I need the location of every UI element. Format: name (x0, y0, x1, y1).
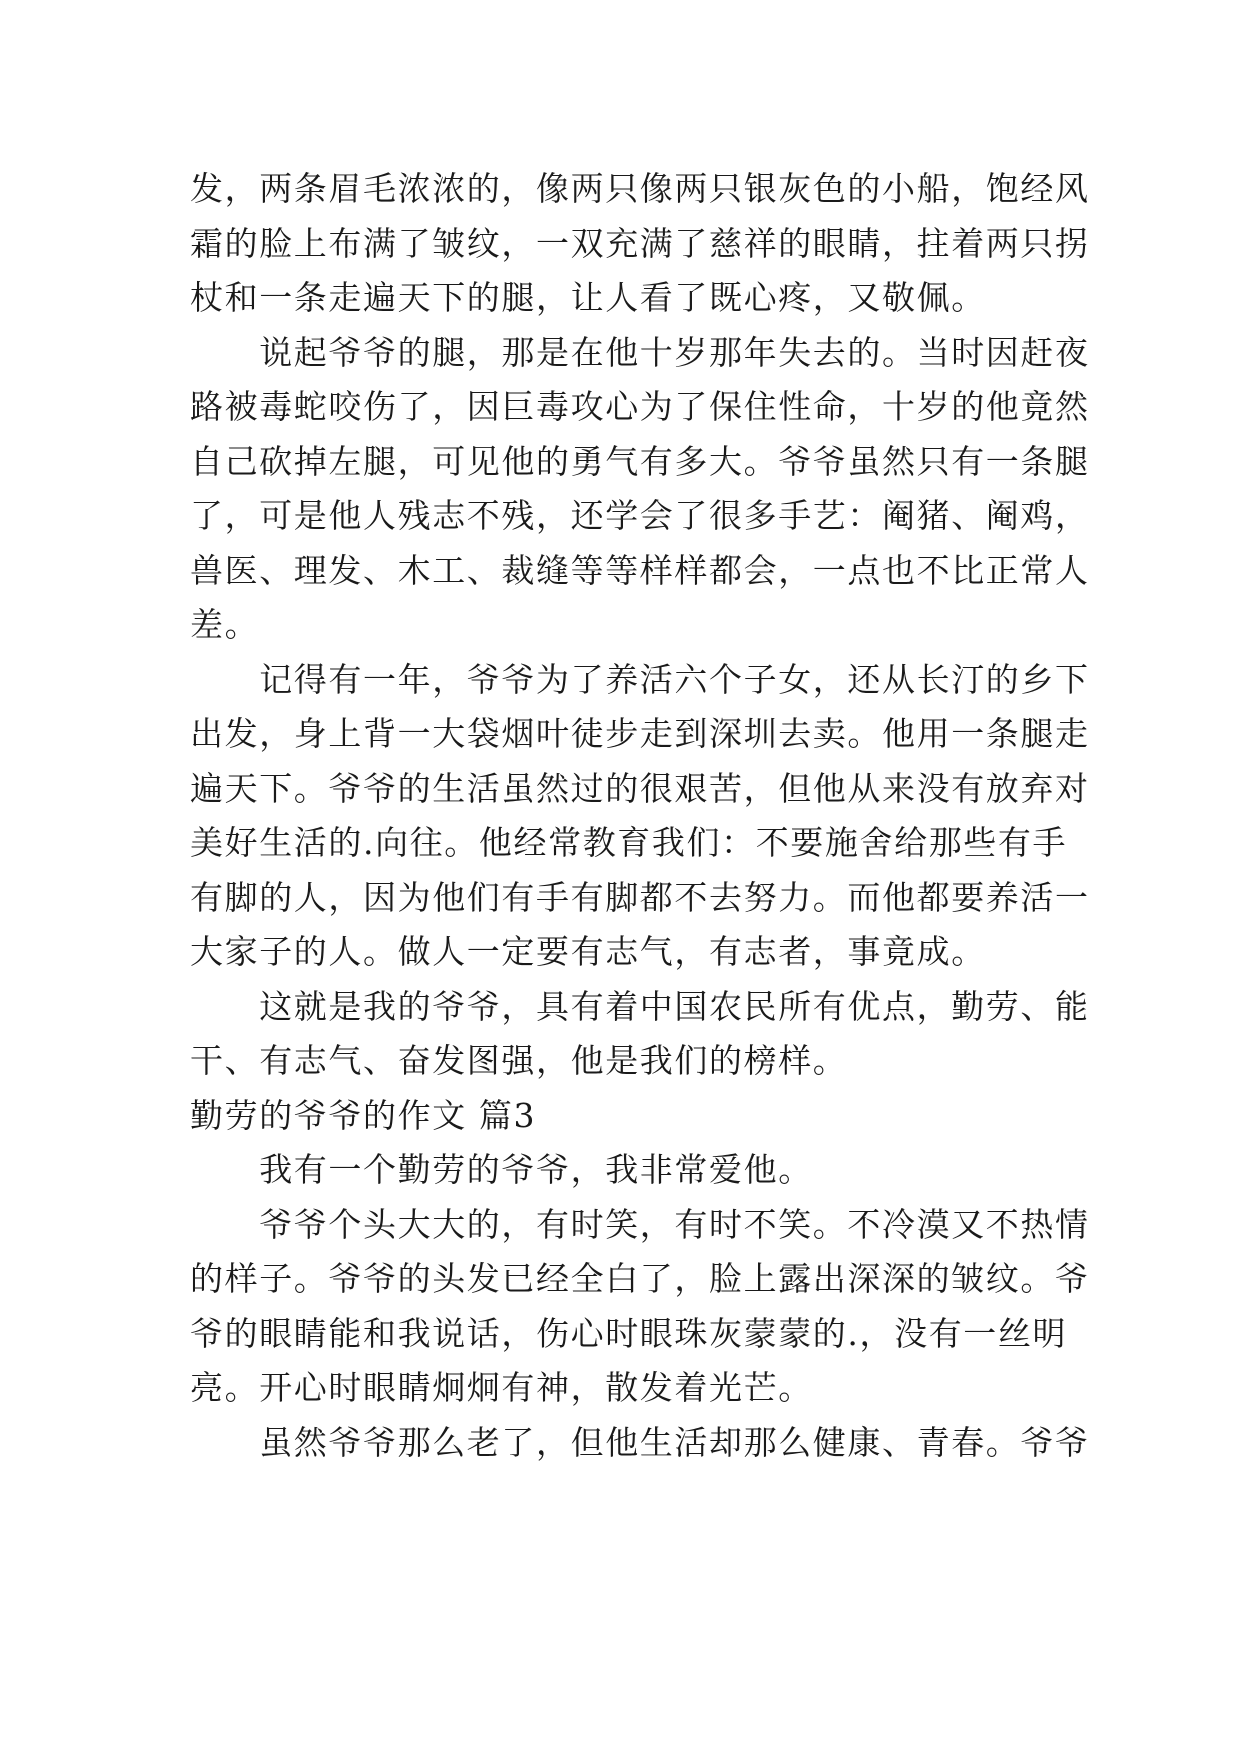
paragraph-line: 了，可是他人残志不残，还学会了很多手艺：阉猪、阉鸡， (190, 496, 1090, 535)
heading-text: 勤劳的爷爷的作文 篇3 (190, 1095, 537, 1135)
document-body (190, 162, 1090, 1470)
paragraph (190, 1143, 1070, 1198)
paragraph-line: 路被毒蛇咬伤了，因巨毒攻心为了保住性命，十岁的他竟然 (190, 387, 1090, 426)
paragraph-line: 爷爷个头大大的，有时笑，有时不笑。不冷漠又不热情 (190, 1204, 1090, 1244)
paragraph-line: 大家子的人。做人一定要有志气，有志者，事竟成。 (190, 932, 986, 971)
paragraph (190, 653, 1090, 980)
paragraph-line: 说起爷爷的腿，那是在他十岁那年失去的。当时因赶夜 (190, 332, 1090, 372)
paragraph-line: 发，两条眉毛浓浓的，像两只像两只银灰色的小船，饱经风 (190, 169, 1090, 208)
paragraph-line: 差。 (190, 605, 260, 644)
paragraph (190, 1198, 1090, 1416)
paragraph (190, 980, 1090, 1089)
paragraph-line: 杖和一条走遍天下的腿，让人看了既心疼，又敬佩。 (190, 278, 986, 317)
paragraph-line: 记得有一年，爷爷为了养活六个子女，还从长汀的乡下 (190, 659, 1090, 699)
paragraph-line: 遍天下。爷爷的生活虽然过的很艰苦，但他从来没有放弃对 (190, 768, 1090, 808)
paragraph-line: 兽医、理发、木工、裁缝等等样样都会，一点也不比正常人 (190, 550, 1090, 590)
paragraph (190, 162, 1090, 326)
paragraph-line: 爷的眼睛能和我说话，伤心时眼珠灰蒙蒙的.，没有一丝明 (190, 1313, 1068, 1353)
paragraph-line: 我有一个勤劳的爷爷，我非常爱他。 (190, 1150, 813, 1189)
section-heading (190, 1089, 1070, 1144)
paragraph (190, 1416, 1090, 1471)
paragraph-line: 美好生活的.向往。他经常教育我们：不要施舍给那些有手 (190, 823, 1068, 862)
paragraph-line: 出发，身上背一大袋烟叶徒步走到深圳去卖。他用一条腿走 (190, 714, 1090, 753)
paragraph-line: 的样子。爷爷的头发已经全白了，脸上露出深深的皱纹。爷 (190, 1259, 1090, 1298)
paragraph-line: 有脚的人，因为他们有手有脚都不去努力。而他都要养活一 (190, 877, 1090, 917)
paragraph-line: 这就是我的爷爷，具有着中国农民所有优点，勤劳、能 (190, 986, 1090, 1026)
paragraph-line: 自己砍掉左腿，可见他的勇气有多大。爷爷虽然只有一条腿 (190, 441, 1090, 481)
paragraph-line: 霜的脸上布满了皱纹，一双充满了慈祥的眼睛，拄着两只拐 (190, 223, 1090, 263)
paragraph-line: 虽然爷爷那么老了，但他生活却那么健康、青春。爷爷 (190, 1422, 1090, 1462)
paragraph-line: 干、有志气、奋发图强，他是我们的榜样。 (190, 1041, 848, 1080)
paragraph (190, 326, 1090, 653)
paragraph-line: 亮。开心时眼睛炯炯有神，散发着光芒。 (190, 1368, 813, 1407)
